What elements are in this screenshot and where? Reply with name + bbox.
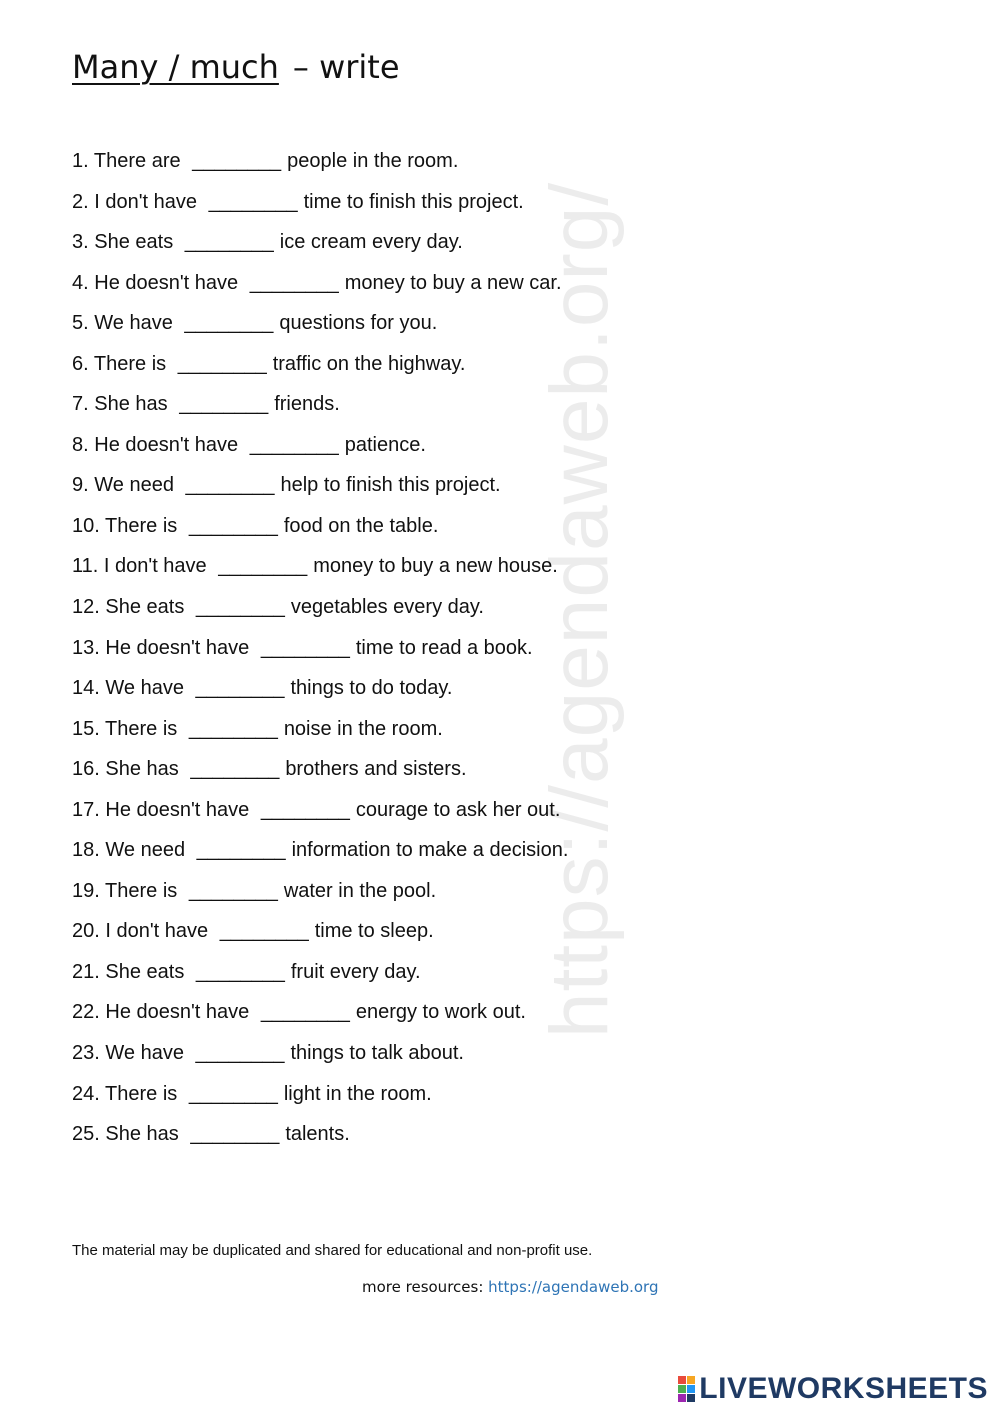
footer-note: The material may be duplicated and shared for educational and non-profit use. [72,1242,593,1259]
question-list [72,146,568,1160]
question-item [72,673,568,714]
question-number: 20. [72,920,100,943]
question-number: 18. [72,839,100,862]
question-text-before: She eats [105,596,185,619]
question-text-before: I don't have [94,190,198,213]
question-item [72,146,568,187]
question-number: 14. [72,677,100,700]
question-text-before: I don't have [105,920,209,943]
question-text-after: fruit every day. [290,960,421,983]
answer-blank[interactable]: ________ [218,555,308,578]
question-item [72,430,568,471]
question-number: 6. [72,352,89,375]
question-text-before: There are [93,150,181,172]
question-text-before: We need [105,839,186,862]
question-item [72,268,568,309]
question-text-after: money to buy a new house. [313,555,558,578]
question-text-before: He doesn't have [94,433,239,456]
answer-blank[interactable]: ________ [190,758,280,781]
question-number: 13. [72,636,100,659]
question-number: 2. [72,190,89,213]
question-text-before: He doesn't have [105,1001,250,1024]
answer-blank[interactable]: ________ [249,271,339,294]
question-text-after: noise in the room. [283,717,443,740]
question-item [72,389,568,430]
question-number: 15. [72,717,100,740]
question-number: 4. [72,271,89,294]
question-item [72,227,568,268]
answer-blank[interactable]: ________ [196,839,286,862]
question-text-after: questions for you. [279,312,438,335]
question-text-after: energy to work out. [355,1001,526,1024]
question-item [72,795,568,836]
question-text-before: There is [105,514,178,537]
question-number: 3. [72,231,89,254]
question-item [72,997,568,1038]
brand-name: LIVEWORKSHEETS [699,1372,988,1405]
question-item [72,1079,568,1120]
question-text-after: things to talk about. [290,1042,464,1065]
question-number: 25. [72,1123,100,1146]
answer-blank[interactable]: ________ [190,1123,280,1146]
title-separator: – [292,48,309,86]
question-number: 5. [72,312,89,335]
answer-blank[interactable]: ________ [260,1001,350,1024]
question-item [72,876,568,917]
question-text-after: money to buy a new car. [344,271,562,294]
page-title [72,48,400,86]
question-text-before: He doesn't have [94,271,239,294]
question-number: 16. [72,758,100,781]
question-item [72,308,568,349]
question-item [72,633,568,674]
question-text-before: There is [105,717,178,740]
question-text-after: people in the room. [287,150,459,172]
answer-blank[interactable]: ________ [260,798,350,821]
answer-blank[interactable]: ________ [179,393,269,416]
question-text-before: She has [94,393,168,416]
question-item [72,957,568,998]
resources-label: more resources: [362,1278,484,1296]
question-item [72,551,568,592]
question-number: 17. [72,798,100,821]
answer-blank[interactable]: ________ [185,474,275,497]
question-text-after: friends. [274,393,340,416]
question-text-after: things to do today. [290,677,453,700]
liveworksheets-logo-icon [678,1376,695,1402]
answer-blank[interactable]: ________ [184,231,274,254]
answer-blank[interactable]: ________ [195,1042,285,1065]
question-text-before: There is [93,352,167,375]
question-number: 12. [72,596,100,619]
question-text-after: information to make a decision. [291,839,569,862]
question-number: 1. [72,150,89,172]
question-text-after: talents. [285,1123,350,1146]
title-action: write [319,48,400,86]
logo-tile [687,1376,695,1384]
logo-tile [687,1394,695,1402]
question-text-before: She has [105,758,179,781]
answer-blank[interactable]: ________ [260,636,350,659]
question-text-after: water in the pool. [283,879,437,902]
question-item [72,1119,568,1160]
question-text-after: time to finish this project. [303,190,524,213]
question-text-before: We have [105,1042,184,1065]
question-text-after: light in the room. [283,1082,432,1105]
answer-blank[interactable]: ________ [195,677,285,700]
answer-blank[interactable]: ________ [195,960,285,983]
question-number: 10. [72,514,100,537]
logo-tile [678,1385,686,1393]
question-item [72,470,568,511]
question-text-before: We have [105,677,184,700]
question-number: 24. [72,1082,100,1105]
answer-blank[interactable]: ________ [188,1082,278,1105]
answer-blank[interactable]: ________ [184,312,274,335]
question-number: 11. [72,555,99,578]
question-number: 8. [72,433,89,456]
question-text-after: patience. [344,433,426,456]
question-number: 7. [72,393,89,416]
question-number: 19. [72,879,100,902]
answer-blank[interactable]: ________ [249,433,339,456]
logo-tile [678,1394,686,1402]
title-main: Many / much [72,48,279,86]
question-item [72,592,568,633]
question-number: 23. [72,1042,100,1065]
question-text-before: We need [94,474,174,497]
answer-blank[interactable]: ________ [219,920,309,943]
answer-blank[interactable]: ________ [208,190,298,213]
question-item [72,916,568,957]
question-text-after: brothers and sisters. [285,758,467,781]
question-number: 9. [72,474,89,497]
question-item [72,349,568,390]
question-item [72,714,568,755]
question-number: 21. [72,960,100,983]
answer-blank[interactable]: ________ [192,150,282,172]
question-text-after: time to read a book. [355,636,533,659]
question-item [72,835,568,876]
question-text-before: We have [94,312,173,335]
resources-link[interactable]: https://agendaweb.org [488,1278,659,1296]
answer-blank[interactable]: ________ [188,879,278,902]
question-text-after: time to sleep. [314,920,434,943]
question-text-after: courage to ask her out. [355,798,561,821]
answer-blank[interactable]: ________ [177,352,267,375]
question-text-before: She eats [94,231,174,254]
question-number: 22. [72,1001,100,1024]
question-text-before: He doesn't have [105,798,250,821]
question-text-after: vegetables every day. [290,596,484,619]
question-text-after: traffic on the highway. [272,352,466,375]
logo-tile [687,1385,695,1393]
watermark: https://agendaweb.org/ [534,181,625,1039]
question-text-after: help to finish this project. [280,474,501,497]
question-text-before: There is [105,1082,178,1105]
question-item [72,754,568,795]
question-text-before: There is [105,879,178,902]
question-text-before: She has [105,1123,179,1146]
liveworksheets-brand[interactable] [678,1372,988,1406]
question-item [72,187,568,228]
question-item [72,1038,568,1079]
answer-blank[interactable]: ________ [195,596,285,619]
resources-line [362,1278,658,1296]
question-text-after: ice cream every day. [279,231,463,254]
answer-blank[interactable]: ________ [188,514,278,537]
question-text-before: He doesn't have [105,636,250,659]
answer-blank[interactable]: ________ [188,717,278,740]
question-text-before: She eats [105,960,185,983]
question-item [72,511,568,552]
logo-tile [678,1376,686,1384]
question-text-after: food on the table. [283,514,439,537]
question-text-before: I don't have [103,555,207,578]
